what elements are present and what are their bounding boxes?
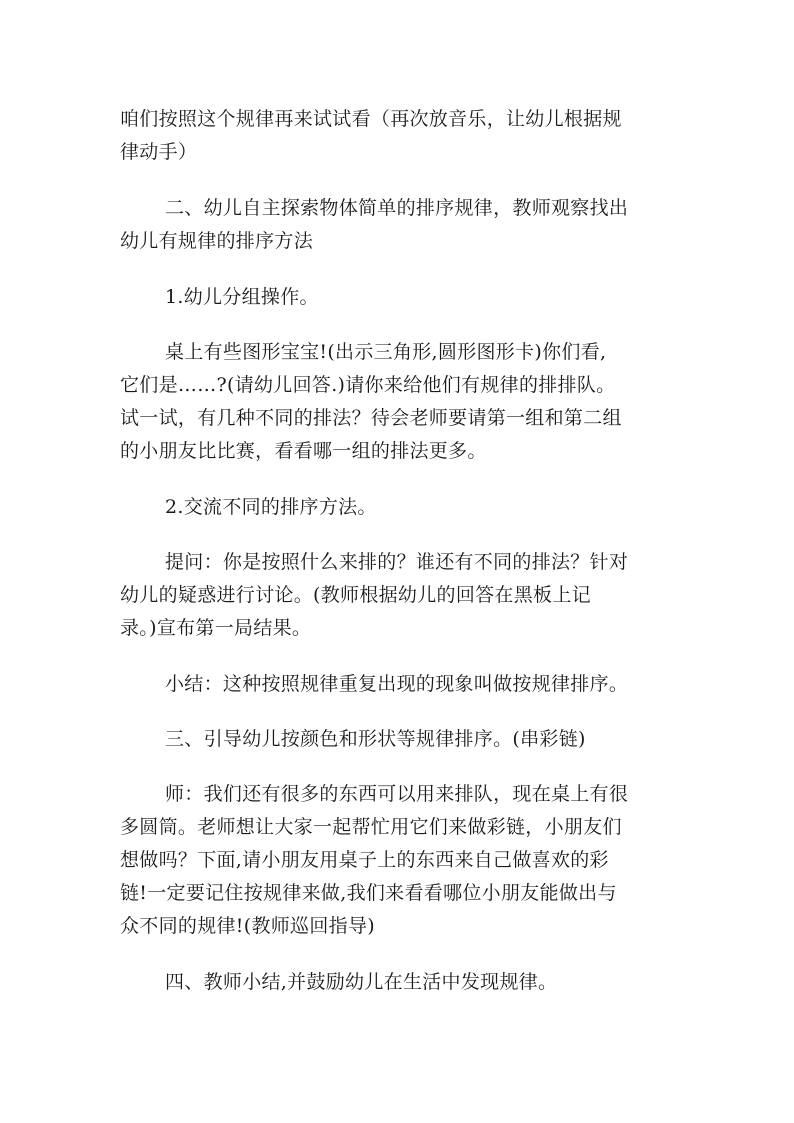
paragraph-9 [120,778,680,943]
paragraph-line: 律动手） [120,141,198,163]
paragraph-line: 四、教师小结,并鼓励幼儿在生活中发现规律。 [165,971,558,993]
paragraph-line: 幼儿有规律的排序方法 [120,230,314,252]
paragraph-7-summary [120,668,680,701]
paragraph-line: 二、幼儿自主探索物体简单的排序规律，教师观察找出 [165,197,629,219]
paragraph-line: 多圆筒。老师想让大家一起帮忙用它们来做彩链，小朋友们 [120,816,622,838]
paragraph-line: 三、引导幼儿按颜色和形状等规律排序。(串彩链) [165,728,586,750]
paragraph-line: 幼儿的疑惑进行讨论。(教师根据幼儿的回答在黑板上记 [120,584,591,606]
paragraph-line: 提问：你是按照什么来排的？谁还有不同的排法？针对 [165,551,629,573]
paragraph-line: 咱们按照这个规律再来试试看（再次放音乐，让幼儿根据规 [120,108,622,130]
paragraph-line: 它们是……?(请幼儿回答.)请你来给他们有规律的排排队。 [120,374,616,396]
paragraph-line: 链!一定要记住按规律来做,我们来看看哪位小朋友能做出与 [120,882,617,904]
paragraph-line: 录。)宣布第一局结果。 [120,617,312,639]
paragraph-line: 想做吗？下面,请小朋友用桌子上的东西来自己做喜欢的彩 [120,849,609,871]
paragraph-10-heading [120,966,680,999]
paragraph-line: 的小朋友比比赛，看看哪一组的排法更多。 [120,440,487,462]
paragraph-line: 众不同的规律!(教师巡回指导) [120,915,375,937]
paragraph-5-subheading [120,491,680,524]
paragraph-line: 小结：这种按照规律重复出现的现象叫做按规律排序。 [165,673,629,695]
paragraph-1 [120,103,680,169]
paragraph-line: 2.交流不同的排序方法。 [165,496,377,518]
paragraph-line: 1.幼儿分组操作。 [165,286,319,308]
paragraph-line: 桌上有些图形宝宝!(出示三角形,圆形图形卡)你们看, [165,341,607,363]
paragraph-8-heading [120,723,680,756]
paragraph-6 [120,546,680,645]
paragraph-line: 试一试，有几种不同的排法？待会老师要请第一组和第二组 [120,407,622,429]
paragraph-4 [120,336,680,468]
paragraph-3-subheading [120,281,680,314]
paragraph-line: 师：我们还有很多的东西可以用来排队，现在桌上有很 [165,783,629,805]
paragraph-2-heading [120,192,680,258]
